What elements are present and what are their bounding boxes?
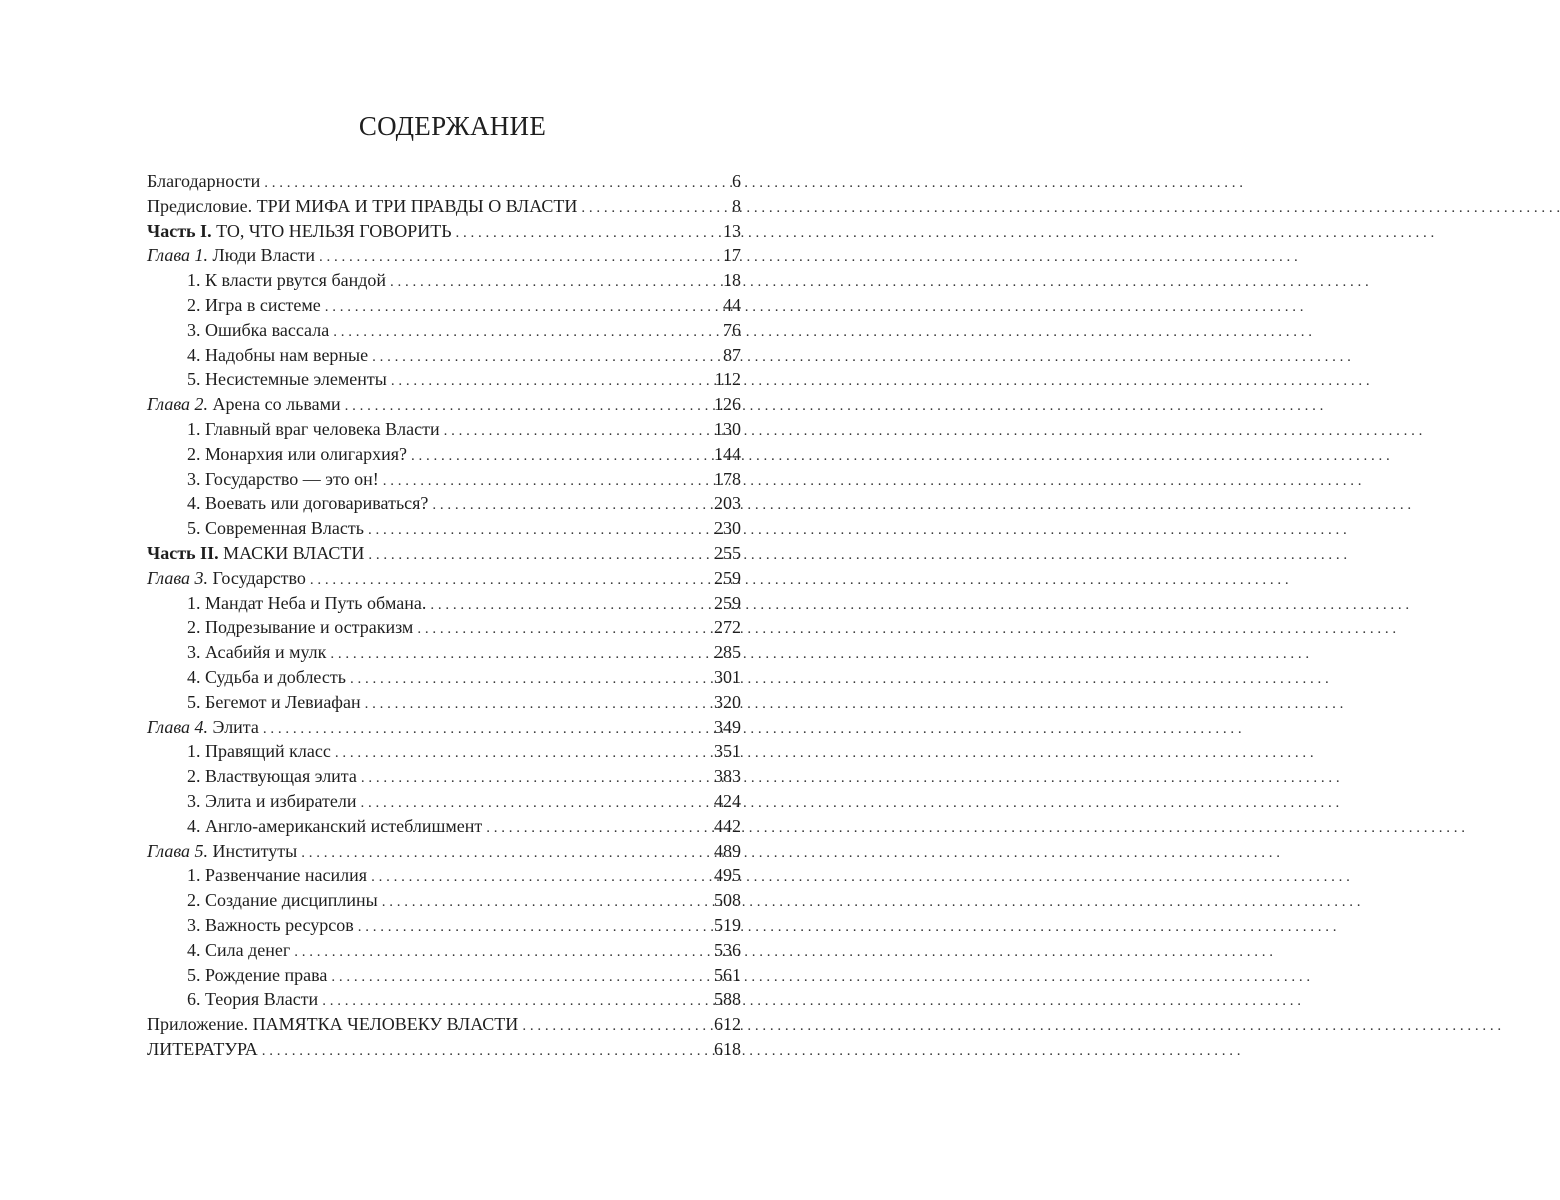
toc-page-number: 259 xyxy=(714,592,741,613)
page-title: СОДЕРЖАНИЕ xyxy=(358,111,547,141)
toc-leader-dots xyxy=(371,865,708,890)
toc-leader-dots xyxy=(350,667,708,692)
toc-page-number: 178 xyxy=(714,468,741,489)
toc-entry-label xyxy=(187,690,361,715)
toc-entry-title: 2. Властвующая элита xyxy=(187,766,357,787)
toc-entry-label xyxy=(147,541,364,566)
toc-leader-dots xyxy=(432,493,708,518)
toc-leader-dots xyxy=(411,444,708,469)
toc-section-entry xyxy=(147,963,741,988)
toc-entry-title: Элита xyxy=(212,716,259,737)
toc-section-entry xyxy=(147,491,741,516)
toc-section-entry xyxy=(147,417,741,442)
toc-entry-title: 3. Асабийя и мулк xyxy=(187,642,327,663)
toc-chapter-number: Глава 4. xyxy=(147,716,209,737)
toc-entry-title: 2. Игра в системе xyxy=(187,294,321,315)
toc-leader-dots xyxy=(368,543,708,568)
toc-page-number: 259 xyxy=(714,567,741,588)
toc-entry-label xyxy=(187,863,367,888)
toc-leader-dots xyxy=(358,915,708,940)
toc-entry-title: 4. Надобны нам верные xyxy=(187,344,369,365)
toc-entry-label xyxy=(187,640,326,665)
toc-chapter-number: Глава 1. xyxy=(147,245,209,266)
toc-page-number: 424 xyxy=(714,790,741,811)
toc-entry xyxy=(147,169,741,194)
toc-section-entry xyxy=(147,863,741,888)
toc-page-number: 508 xyxy=(714,890,741,911)
toc-leader-dots xyxy=(382,890,708,915)
toc-page-number: 442 xyxy=(714,815,741,836)
toc-entry xyxy=(147,219,741,244)
toc-entry-title: 4. Воевать или договариваться? xyxy=(187,493,429,514)
toc-entry-title: 5. Современная Власть xyxy=(187,518,364,539)
toc-leader-dots xyxy=(365,692,708,717)
toc-page-number: 87 xyxy=(723,344,741,365)
toc-part-number: Часть II. xyxy=(147,542,219,563)
toc-entry-label xyxy=(187,516,364,541)
toc-entry-title: 2. Подрезывание и остракизм xyxy=(187,617,414,638)
toc-entry-label xyxy=(187,615,413,640)
toc-section-entry xyxy=(147,516,741,541)
toc-page-number: 495 xyxy=(714,865,741,886)
toc-leader-dots xyxy=(368,518,708,543)
toc-entry-title: 1. Мандат Неба и Путь обмана. xyxy=(187,592,427,613)
toc-leader-dots xyxy=(383,469,708,494)
toc-page-number: 301 xyxy=(714,666,741,687)
toc-section-entry xyxy=(147,789,741,814)
toc-entry xyxy=(147,566,741,591)
toc-page-number: 383 xyxy=(714,766,741,787)
toc-page-number: 13 xyxy=(723,220,741,241)
toc-entry-title: ТО, ЧТО НЕЛЬЗЯ ГОВОРИТЬ xyxy=(216,220,452,241)
toc-page-number: 255 xyxy=(714,542,741,563)
toc-entry-label xyxy=(187,442,407,467)
toc-entry-title: 2. Создание дисциплины xyxy=(187,890,378,911)
toc-entry-title: 4. Сила денег xyxy=(187,939,291,960)
toc-entry-label xyxy=(187,888,378,913)
toc-section-entry xyxy=(147,268,741,293)
toc-leader-dots xyxy=(294,940,708,965)
toc-leader-dots xyxy=(264,171,726,196)
toc-entry-title: Люди Власти xyxy=(212,245,316,266)
toc-entry xyxy=(147,1012,741,1037)
toc-page-number: 272 xyxy=(714,617,741,638)
toc-entry-label xyxy=(187,814,482,839)
toc-entry xyxy=(147,541,741,566)
toc-entry-label xyxy=(147,566,306,591)
table-of-contents xyxy=(147,169,741,1062)
toc-page-number: 349 xyxy=(714,716,741,737)
toc-leader-dots xyxy=(391,369,709,394)
toc-page-number: 489 xyxy=(714,840,741,861)
toc-leader-dots xyxy=(456,221,717,246)
toc-section-entry xyxy=(147,615,741,640)
toc-section-entry xyxy=(147,888,741,913)
toc-leader-dots xyxy=(390,270,717,295)
toc-page-number: 285 xyxy=(714,642,741,663)
toc-entry xyxy=(147,715,741,740)
toc-leader-dots xyxy=(322,989,708,1014)
toc-entry-label xyxy=(147,839,297,864)
toc-page-number: 536 xyxy=(714,939,741,960)
toc-entry xyxy=(147,194,741,219)
toc-entry-label xyxy=(187,318,329,343)
toc-entry-title: Предисловие. ТРИ МИФА И ТРИ ПРАВДЫ О ВЛАСТИ xyxy=(147,195,578,216)
toc-entry-label xyxy=(147,243,315,268)
toc-leader-dots xyxy=(581,196,726,221)
toc-entry xyxy=(147,243,741,268)
toc-leader-dots xyxy=(522,1014,708,1039)
toc-section-entry xyxy=(147,739,741,764)
toc-entry-label xyxy=(187,367,387,392)
toc-entry-title: 3. Элита и избиратели xyxy=(187,790,357,811)
toc-entry-label xyxy=(187,987,318,1012)
toc-page-number: 126 xyxy=(714,394,741,415)
toc-entry-label xyxy=(187,293,321,318)
toc-page-number: 44 xyxy=(723,294,741,315)
toc-page-number: 17 xyxy=(723,245,741,266)
toc-section-entry xyxy=(147,987,741,1012)
toc-leader-dots xyxy=(430,593,708,618)
toc-section-entry xyxy=(147,913,741,938)
toc-leader-dots xyxy=(325,295,717,320)
toc-entry-title: 5. Несистемные элементы xyxy=(187,369,387,390)
toc-entry-title: 5. Рождение права xyxy=(187,964,328,985)
toc-section-entry xyxy=(147,467,741,492)
toc-page-number: 612 xyxy=(714,1014,741,1035)
toc-entry-label xyxy=(187,938,290,963)
toc-chapter-number: Глава 5. xyxy=(147,840,209,861)
toc-section-entry xyxy=(147,640,741,665)
toc-section-entry xyxy=(147,293,741,318)
toc-entry-label xyxy=(187,739,331,764)
toc-leader-dots xyxy=(263,717,708,742)
toc-leader-dots xyxy=(262,1039,708,1064)
toc-entry-label xyxy=(187,417,440,442)
toc-entry-title: 1. Правящий класс xyxy=(187,741,331,762)
toc-entry-title: Благодарности xyxy=(147,171,261,191)
toc-entry-title: ЛИТЕРАТУРА xyxy=(147,1038,258,1059)
toc-page-number: 130 xyxy=(714,418,741,439)
toc-entry-label xyxy=(147,392,341,417)
toc-part-number: Часть I. xyxy=(147,220,212,241)
toc-entry-label xyxy=(147,1012,518,1037)
toc-section-entry xyxy=(147,318,741,343)
toc-leader-dots xyxy=(444,419,708,444)
toc-entry-label xyxy=(147,219,452,244)
toc-entry-title: 4. Судьба и доблесть xyxy=(187,666,346,687)
toc-page-number: 230 xyxy=(714,518,741,539)
toc-page-number: 6 xyxy=(732,171,741,191)
toc-entry-label xyxy=(147,169,260,194)
toc-entry-label xyxy=(187,665,346,690)
toc-section-entry xyxy=(147,938,741,963)
toc-entry-label xyxy=(187,591,426,616)
toc-leader-dots xyxy=(361,791,709,816)
toc-section-entry xyxy=(147,442,741,467)
toc-entry-label xyxy=(147,715,259,740)
toc-leader-dots xyxy=(301,841,708,866)
toc-entry-title: 1. Развенчание насилия xyxy=(187,865,368,886)
toc-page-number: 18 xyxy=(723,270,741,291)
toc-entry-title: 3. Государство — это он! xyxy=(187,468,379,489)
toc-entry-title: 1. Главный враг человека Власти xyxy=(187,418,440,439)
toc-entry-label xyxy=(187,764,357,789)
toc-entry xyxy=(147,392,741,417)
toc-leader-dots xyxy=(319,245,717,270)
toc-entry xyxy=(147,839,741,864)
toc-entry-title: 6. Теория Власти xyxy=(187,989,319,1010)
toc-page-number: 144 xyxy=(714,443,741,464)
toc-leader-dots xyxy=(372,345,717,370)
toc-section-entry xyxy=(147,367,741,392)
toc-entry-label xyxy=(187,343,368,368)
toc-entry-title: Государство xyxy=(212,567,306,588)
toc-section-entry xyxy=(147,343,741,368)
toc-page-number: 76 xyxy=(723,319,741,340)
toc-entry-label xyxy=(147,194,577,219)
toc-entry-title: 2. Монархия или олигархия? xyxy=(187,443,407,464)
toc-page-number: 618 xyxy=(714,1038,741,1059)
toc-page-number: 561 xyxy=(714,964,741,985)
toc-entry-title: 3. Важность ресурсов xyxy=(187,914,354,935)
toc-section-entry xyxy=(147,814,741,839)
toc-leader-dots xyxy=(417,617,708,642)
toc-entry-title: 1. К власти рвутся бандой xyxy=(187,270,387,291)
toc-entry-title: 4. Англо-американский истеблишмент xyxy=(187,815,483,836)
toc-page-number: 519 xyxy=(714,914,741,935)
toc-leader-dots xyxy=(486,816,708,841)
toc-leader-dots xyxy=(345,394,708,419)
toc-section-entry xyxy=(147,690,741,715)
toc-chapter-number: Глава 3. xyxy=(147,567,209,588)
toc-entry-title: Институты xyxy=(212,840,298,861)
toc-page-number: 203 xyxy=(714,493,741,514)
toc-leader-dots xyxy=(310,568,708,593)
toc-page-number: 351 xyxy=(714,741,741,762)
toc-entry-label xyxy=(187,913,354,938)
toc-entry-label xyxy=(187,268,386,293)
toc-leader-dots xyxy=(335,741,708,766)
toc-entry-label xyxy=(187,491,428,516)
toc-entry-label xyxy=(147,1037,258,1062)
toc-chapter-number: Глава 2. xyxy=(147,394,209,415)
toc-entry-title: 5. Бегемот и Левиафан xyxy=(187,691,361,712)
toc-leader-dots xyxy=(330,642,708,667)
toc-page-number: 588 xyxy=(714,989,741,1010)
toc-entry-title: Арена со львами xyxy=(212,394,341,415)
toc-section-entry xyxy=(147,591,741,616)
toc-entry xyxy=(147,1037,741,1062)
toc-entry-label xyxy=(187,467,379,492)
toc-entry-title: Приложение. ПАМЯТКА ЧЕЛОВЕКУ ВЛАСТИ xyxy=(147,1014,519,1035)
toc-page-number: 8 xyxy=(732,195,741,216)
toc-section-entry xyxy=(147,764,741,789)
toc-entry-title: МАСКИ ВЛАСТИ xyxy=(223,542,365,563)
toc-entry-label xyxy=(187,963,327,988)
toc-page-number: 320 xyxy=(714,691,741,712)
toc-section-entry xyxy=(147,665,741,690)
toc-leader-dots xyxy=(361,766,708,791)
toc-entry-label xyxy=(187,789,357,814)
toc-leader-dots xyxy=(333,320,717,345)
toc-leader-dots xyxy=(331,965,708,990)
toc-page-number: 112 xyxy=(714,369,741,390)
toc-entry-title: 3. Ошибка вассала xyxy=(187,319,330,340)
